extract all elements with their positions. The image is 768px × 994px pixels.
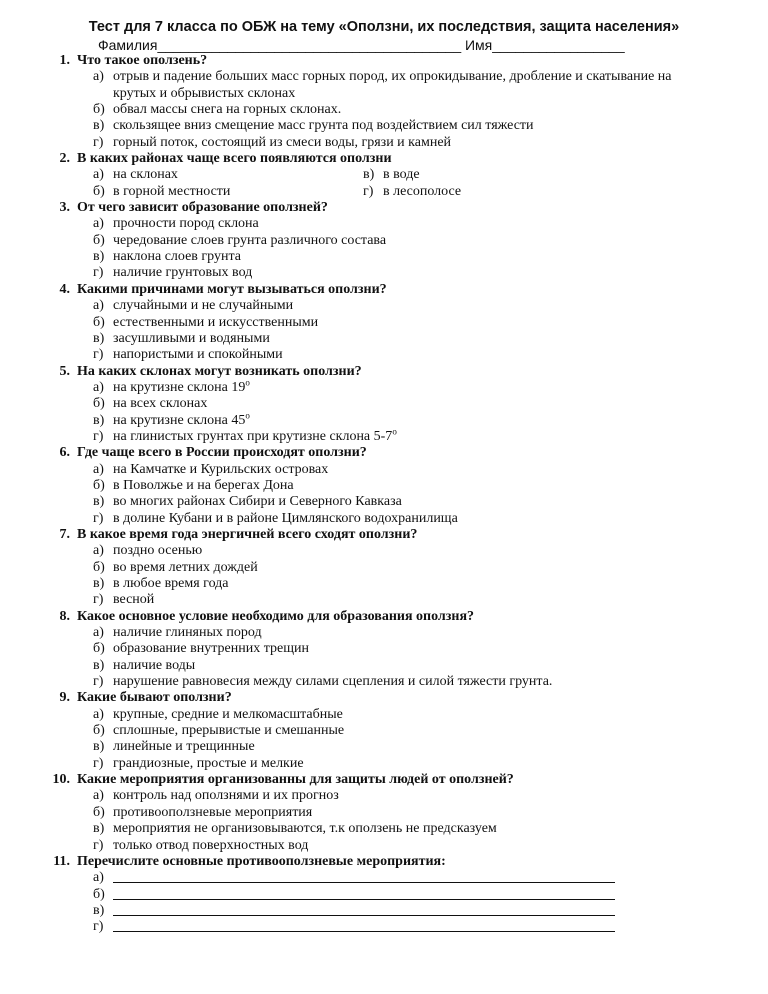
answer-option (45, 315, 760, 331)
answer-option (45, 625, 760, 641)
question-heading (45, 200, 760, 216)
option-text-value: наличие грунтовых вод (113, 265, 253, 281)
option-text (113, 135, 760, 151)
question-text: Какими причинами могут вызываться оползни? (77, 281, 387, 297)
question-heading (45, 609, 760, 625)
answer-option (45, 674, 760, 690)
option-text-value: наклона слоев грунта (113, 249, 241, 265)
answer-option (45, 265, 760, 281)
option-text-value: контроль над оползнями и их прогноз (113, 788, 339, 804)
option-letter: а) (93, 167, 104, 183)
option-letter: в) (93, 902, 105, 918)
question-number: 2. (59, 151, 70, 167)
answer-option (45, 409, 760, 429)
option-text-value: на всех склонах (113, 396, 208, 412)
question-list (45, 53, 760, 936)
option-text (113, 625, 760, 641)
option-text (113, 102, 760, 118)
answer-option (45, 707, 760, 723)
option-letter: г) (93, 674, 104, 690)
option-text (113, 347, 760, 363)
question-text: В какое время года энергичней всего сходят оползни? (77, 526, 418, 542)
page-title: Тест для 7 класса по ОБЖ на тему «Оползни, их последствия, защита населения» (88, 19, 680, 35)
option-letter: б) (93, 886, 105, 902)
answer-option (45, 592, 760, 608)
answer-option (45, 396, 760, 412)
option-text-continuation: крутых и обрывистых склонах (113, 85, 296, 101)
option-letter: г) (93, 134, 104, 150)
answer-option (45, 478, 760, 494)
option-letter: г) (93, 428, 104, 444)
option-text-value: горный поток, состоящий из смеси воды, грязи и камней (113, 134, 452, 150)
answer-blank-row (45, 887, 760, 903)
option-text-value: наличие глиняных пород (113, 625, 262, 641)
option-text-value: на крутизне склона 45 (113, 412, 246, 428)
option-text (113, 69, 760, 85)
answer-blank-line[interactable] (113, 903, 615, 916)
question-heading (45, 445, 760, 461)
option-text-value: случайными и не случайными (113, 298, 294, 314)
answer-option-row (45, 184, 760, 200)
option-text (113, 723, 760, 739)
option-text (113, 821, 760, 837)
option-text (113, 838, 760, 854)
option-text-value: обвал массы снега на горных склонах. (113, 102, 342, 118)
option-text-value: в Поволжье и на берегах Дона (113, 477, 294, 493)
option-letter: б) (93, 232, 105, 248)
answer-option (45, 576, 760, 592)
option-letter: г) (93, 755, 104, 771)
question-text: Какое основное условие необходимо для образования оползня? (77, 608, 475, 624)
option-letter: б) (93, 723, 105, 739)
option-letter: г) (93, 510, 104, 526)
option-text (113, 331, 760, 347)
option-letter: в) (93, 118, 105, 134)
answer-option (45, 838, 760, 854)
option-text-value: линейные и трещинные (113, 739, 255, 755)
answer-option (45, 543, 760, 559)
answer-option (45, 641, 760, 657)
option-letter: б) (93, 804, 105, 820)
option-text-value: напористыми и спокойными (113, 347, 283, 363)
option-text (113, 576, 760, 592)
answer-option (45, 560, 760, 576)
option-letter: в) (93, 412, 105, 428)
option-letter: б) (93, 559, 105, 575)
answer-option (45, 462, 760, 478)
question-text: Что такое оползень? (77, 53, 208, 68)
answer-option (45, 102, 760, 118)
answer-option (45, 739, 760, 755)
answer-option (45, 249, 760, 265)
option-text-value: естественными и искусственными (113, 314, 319, 330)
question-heading (45, 690, 760, 706)
option-letter: в) (93, 330, 105, 346)
option-text-value: засушливыми и водяными (113, 330, 270, 346)
option-letter: а) (93, 69, 104, 85)
answer-option (45, 756, 760, 772)
option-letter: г) (93, 592, 104, 608)
degree-superscript: о (245, 409, 250, 420)
question-text: Какие мероприятия организованны для защиты людей от оползней? (77, 772, 514, 788)
option-letter: б) (93, 396, 105, 412)
option-text-value: противооползневые мероприятия (113, 804, 313, 820)
option-text (113, 478, 760, 494)
question-number: 11. (53, 853, 70, 869)
option-text (113, 426, 760, 445)
option-text (113, 298, 760, 314)
option-text-value: прочности пород склона (113, 216, 259, 232)
option-text-value: в долине Кубани и в районе Цимлянского водохранилища (113, 510, 458, 526)
option-letter: а) (93, 706, 104, 722)
option-letter: г) (363, 183, 374, 199)
option-text-value: мероприятия не организовываются, т.к оползень не предсказуем (113, 821, 497, 837)
option-letter: а) (93, 461, 104, 477)
option-text (113, 543, 760, 559)
option-text (113, 739, 760, 755)
option-text (113, 462, 760, 478)
question-text: Какие бывают оползни? (77, 690, 232, 706)
option-text: на склонах (113, 167, 178, 183)
answer-option (45, 821, 760, 837)
option-text-value: крупные, средние и мелкомасштабные (113, 706, 343, 722)
option-text (113, 674, 760, 690)
option-letter: г) (93, 265, 104, 281)
option-text-value: на глинистых грунтах при крутизне склона 5-7 (113, 428, 393, 444)
answer-option (45, 216, 760, 232)
question-number: 7. (59, 526, 70, 542)
question-heading (45, 53, 760, 69)
option-letter: в) (93, 739, 105, 755)
question-number: 9. (59, 690, 70, 706)
option-text: в лесополосе (383, 183, 462, 199)
option-letter: а) (93, 788, 104, 804)
question-number: 5. (59, 363, 70, 379)
answer-option (45, 426, 760, 445)
option-text (113, 641, 760, 657)
option-text-value: отрыв и падение больших масс горных пород, их опрокидывание, дробление и скатывание на (113, 69, 672, 85)
option-letter: б) (93, 477, 105, 493)
question-heading (45, 854, 760, 870)
option-text (113, 788, 760, 804)
option-letter: а) (93, 379, 104, 395)
option-text (113, 265, 760, 281)
option-letter: а) (93, 625, 104, 641)
answer-option (363, 184, 633, 200)
question-number: 8. (59, 608, 70, 624)
answer-option (363, 167, 633, 183)
option-letter: б) (93, 102, 105, 118)
option-text (113, 315, 760, 331)
option-letter: в) (93, 249, 105, 265)
answer-blank-line[interactable] (113, 887, 615, 900)
answer-blank-line[interactable] (113, 919, 615, 932)
question-number: 6. (59, 445, 70, 461)
option-text (113, 233, 760, 249)
answer-option (45, 331, 760, 347)
option-letter: б) (93, 183, 105, 199)
option-text (113, 377, 760, 396)
answer-option (45, 805, 760, 821)
question-text: Перечислите основные противооползневые мероприятия: (77, 853, 446, 869)
option-text-value: в любое время года (113, 576, 229, 591)
option-text (113, 560, 760, 576)
option-letter: в) (93, 576, 105, 591)
question-number: 1. (59, 53, 70, 68)
answer-option-row (45, 167, 760, 183)
option-text (113, 494, 760, 510)
answer-option (45, 118, 760, 134)
answer-blank-row (45, 870, 760, 886)
option-text-value: нарушение равновесия между силами сцепления и силой тяжести грунта. (113, 674, 553, 690)
question-heading (45, 772, 760, 788)
answer-option (93, 184, 363, 200)
answer-option (45, 135, 760, 151)
answer-option (45, 723, 760, 739)
option-letter: а) (93, 216, 104, 232)
option-text (113, 396, 760, 412)
option-text (113, 409, 760, 429)
option-letter: а) (93, 298, 104, 314)
option-text: в воде (383, 167, 420, 183)
option-text-value: во многих районах Сибири и Северного Кавказа (113, 494, 402, 510)
answer-option (45, 233, 760, 249)
option-text: в горной местности (113, 183, 231, 199)
question-number: 10. (52, 772, 70, 788)
option-text-value: на крутизне склона 19 (113, 379, 246, 395)
degree-superscript: о (245, 377, 250, 388)
answer-option (45, 347, 760, 363)
option-text-value: только отвод поверхностных вод (113, 837, 309, 853)
answer-blank-line[interactable] (113, 870, 615, 883)
answer-option (45, 788, 760, 804)
answer-option (45, 377, 760, 396)
question-heading (45, 527, 760, 543)
question-heading (45, 282, 760, 298)
option-letter: г) (93, 837, 104, 853)
answer-option (93, 167, 363, 183)
answer-blank-row (45, 919, 760, 935)
answer-option (45, 69, 760, 85)
option-text-value: поздно осенью (113, 543, 203, 559)
question-number: 4. (59, 281, 70, 297)
option-text (113, 658, 760, 674)
option-text-value: на Камчатке и Курильских островах (113, 461, 329, 477)
option-letter: в) (93, 494, 105, 510)
option-text (113, 805, 760, 821)
option-text-value: сплошные, прерывистые и смешанные (113, 723, 345, 739)
option-text-value: во время летних дождей (113, 559, 258, 575)
question-text: На каких склонах могут возникать оползни? (77, 363, 362, 379)
question-text: Где чаще всего в России происходят оползни? (77, 445, 367, 461)
option-letter: в) (93, 821, 105, 837)
option-letter: б) (93, 314, 105, 330)
question-heading (45, 364, 760, 380)
option-text (113, 216, 760, 232)
option-text (113, 249, 760, 265)
question-text: От чего зависит образование оползней? (77, 200, 328, 216)
option-text-value: наличие воды (113, 657, 196, 673)
degree-superscript: о (392, 426, 397, 437)
option-letter: а) (93, 870, 104, 886)
option-text-value: чередование слоев грунта различного состава (113, 232, 387, 248)
question-heading (45, 151, 760, 167)
option-letter: г) (93, 919, 104, 935)
option-text-value: грандиозные, простые и мелкие (113, 755, 304, 771)
answer-option (45, 494, 760, 510)
answer-option (45, 511, 760, 527)
question-number: 3. (59, 200, 70, 216)
answer-option (45, 658, 760, 674)
question-text: В каких районах чаще всего появляются оползни (77, 151, 392, 167)
option-text-value: образование внутренних трещин (113, 641, 309, 657)
option-letter: в) (363, 167, 375, 183)
option-text (113, 118, 760, 134)
option-text-value: скользящее вниз смещение масс грунта под воздействием сил тяжести (113, 118, 534, 134)
option-letter: б) (93, 641, 105, 657)
name-fields-line: Фамилия_______________________________________ Имя_________________ (98, 37, 625, 53)
option-text (113, 707, 760, 723)
option-text (113, 756, 760, 772)
answer-blank-row (45, 903, 760, 919)
option-letter: г) (93, 347, 104, 363)
option-text (113, 511, 760, 527)
option-letter: в) (93, 657, 105, 673)
option-text (113, 592, 760, 608)
option-text-value: весной (113, 592, 155, 608)
answer-option (45, 298, 760, 314)
option-letter: а) (93, 543, 104, 559)
